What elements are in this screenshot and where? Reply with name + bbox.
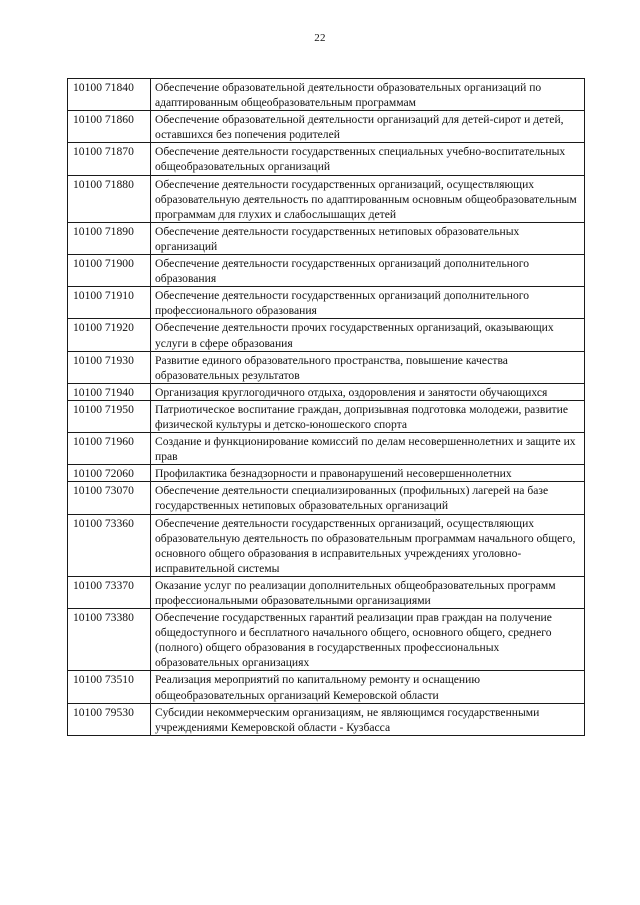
row-description: Обеспечение деятельности государственных организаций, осуществляющих образовательную деятельность по образовательным программам начального общего, основного общего образования в исправительных учреждениях уголовно-исправительной системы — [151, 514, 585, 576]
row-description: Обеспечение деятельности специализированных (профильных) лагерей на базе государственных нетиповых образовательных организаций — [151, 482, 585, 514]
row-code: 10100 71950 — [68, 400, 151, 432]
row-code: 10100 71960 — [68, 433, 151, 465]
row-description: Создание и функционирование комиссий по делам несовершеннолетних и защите их прав — [151, 433, 585, 465]
row-description: Реализация мероприятий по капитальному ремонту и оснащению общеобразовательных организаций Кемеровской области — [151, 671, 585, 703]
row-code: 10100 73360 — [68, 514, 151, 576]
table-row — [68, 703, 585, 735]
table-row — [68, 609, 585, 671]
row-code: 10100 71900 — [68, 255, 151, 287]
table-row — [68, 111, 585, 143]
row-code: 10100 71940 — [68, 383, 151, 400]
table-row — [68, 383, 585, 400]
row-description: Обеспечение деятельности государственных организаций дополнительного профессионального образования — [151, 287, 585, 319]
table-row — [68, 255, 585, 287]
row-description: Обеспечение деятельности государственных организаций, осуществляющих образовательную деятельность по адаптированным основным общеобразовательным программам для глухих и слабослышащих детей — [151, 175, 585, 222]
row-description: Обеспечение образовательной деятельности образовательных организаций по адаптированным общеобразовательным программам — [151, 79, 585, 111]
row-description: Патриотическое воспитание граждан, допризывная подготовка молодежи, развитие физической культуры и детско-юношеского спорта — [151, 400, 585, 432]
table-body — [68, 79, 585, 736]
row-code: 10100 73380 — [68, 609, 151, 671]
row-code: 10100 71910 — [68, 287, 151, 319]
table-row — [68, 351, 585, 383]
row-code: 10100 73070 — [68, 482, 151, 514]
table-row — [68, 514, 585, 576]
row-description: Развитие единого образовательного пространства, повышение качества образовательных результатов — [151, 351, 585, 383]
row-code: 10100 71860 — [68, 111, 151, 143]
table-row — [68, 671, 585, 703]
row-code: 10100 73370 — [68, 576, 151, 608]
budget-codes-table — [67, 78, 585, 736]
row-description: Обеспечение деятельности государственных нетиповых образовательных организаций — [151, 222, 585, 254]
row-description: Профилактика безнадзорности и правонарушений несовершеннолетних — [151, 465, 585, 482]
table-row — [68, 175, 585, 222]
row-code: 10100 72060 — [68, 465, 151, 482]
table-row — [68, 287, 585, 319]
row-description: Обеспечение образовательной деятельности организаций для детей-сирот и детей, оставшихся без попечения родителей — [151, 111, 585, 143]
table-row — [68, 433, 585, 465]
table-row — [68, 576, 585, 608]
table-row — [68, 143, 585, 175]
row-description: Субсидии некоммерческим организациям, не являющимся государственными учреждениями Кемеровской области - Кузбасса — [151, 703, 585, 735]
row-code: 10100 71890 — [68, 222, 151, 254]
table-row — [68, 222, 585, 254]
row-code: 10100 71930 — [68, 351, 151, 383]
row-code: 10100 79530 — [68, 703, 151, 735]
table-row — [68, 79, 585, 111]
row-description: Обеспечение деятельности государственных организаций дополнительного образования — [151, 255, 585, 287]
row-code: 10100 71870 — [68, 143, 151, 175]
row-description: Оказание услуг по реализации дополнительных общеобразовательных программ профессиональными образовательными организациями — [151, 576, 585, 608]
row-code: 10100 73510 — [68, 671, 151, 703]
table-row — [68, 465, 585, 482]
table-row — [68, 482, 585, 514]
row-code: 10100 71920 — [68, 319, 151, 351]
row-code: 10100 71840 — [68, 79, 151, 111]
page-number: 22 — [314, 32, 326, 44]
row-code: 10100 71880 — [68, 175, 151, 222]
row-description: Организация круглогодичного отдыха, оздоровления и занятости обучающихся — [151, 383, 585, 400]
row-description: Обеспечение деятельности прочих государственных организаций, оказывающих услуги в сфере образования — [151, 319, 585, 351]
table-row — [68, 319, 585, 351]
row-description: Обеспечение государственных гарантий реализации прав граждан на получение общедоступного и бесплатного начального общего, основного общего, среднего (полного) общего образования в государственных профессиональных образовательных организациях — [151, 609, 585, 671]
row-description: Обеспечение деятельности государственных специальных учебно-воспитательных общеобразовательных организаций — [151, 143, 585, 175]
table-row — [68, 400, 585, 432]
